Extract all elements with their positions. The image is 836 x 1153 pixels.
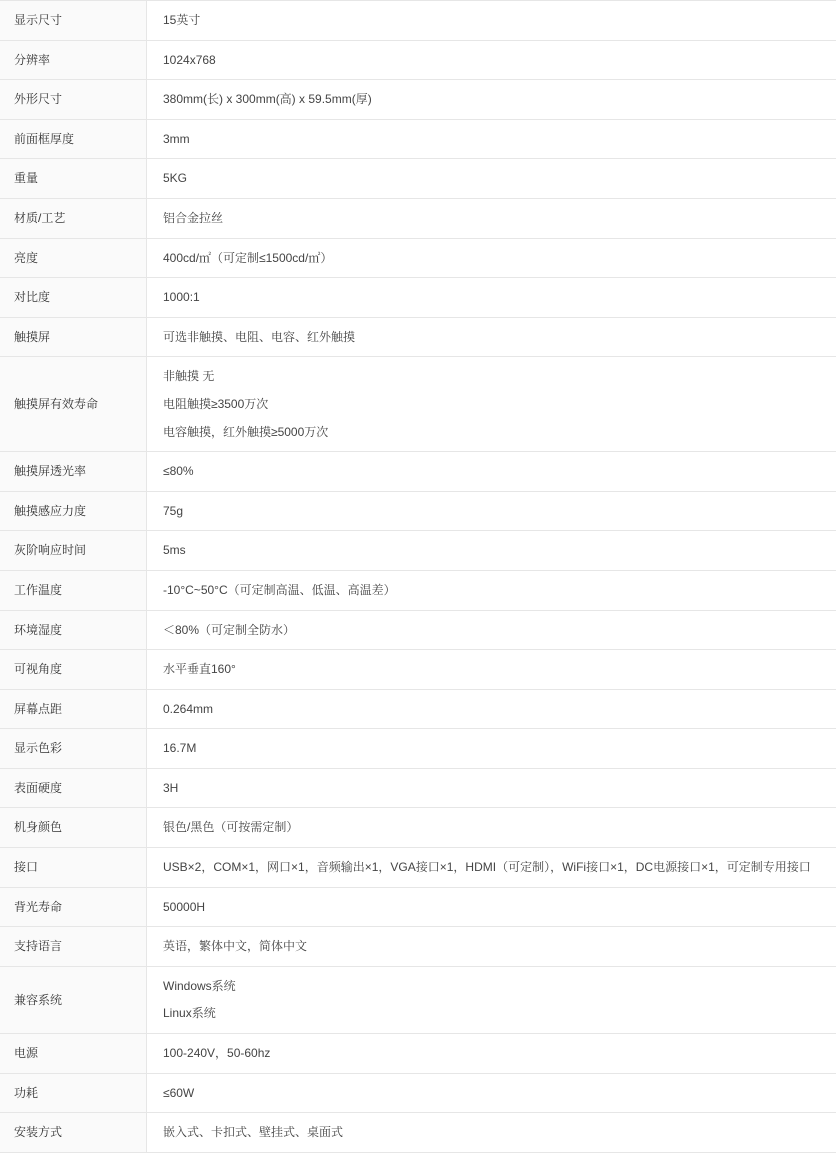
spec-label: 亮度 — [14, 249, 136, 268]
spec-value-line: 电阻触摸≥3500万次 — [163, 395, 836, 414]
spec-label-cell — [0, 40, 147, 80]
spec-label: 支持语言 — [14, 937, 136, 956]
spec-label: 环境湿度 — [14, 621, 136, 640]
spec-value-cell — [147, 452, 836, 492]
spec-value-cell — [147, 198, 836, 238]
spec-label: 前面框厚度 — [14, 130, 136, 149]
spec-value-line: 0.264mm — [163, 700, 836, 719]
spec-label-cell — [0, 452, 147, 492]
table-row — [0, 848, 836, 888]
spec-value-line: 银色/黑色（可按需定制） — [163, 818, 836, 837]
table-row — [0, 808, 836, 848]
spec-label-cell — [0, 1, 147, 41]
spec-label: 功耗 — [14, 1084, 136, 1103]
spec-value-line: 可选非触摸、电阻、电容、红外触摸 — [163, 328, 836, 347]
spec-label-cell — [0, 491, 147, 531]
spec-value-cell — [147, 768, 836, 808]
spec-value-cell — [147, 966, 836, 1033]
table-row — [0, 357, 836, 452]
spec-value-cell — [147, 40, 836, 80]
spec-label-cell — [0, 317, 147, 357]
spec-value-cell — [147, 531, 836, 571]
table-row — [0, 610, 836, 650]
spec-value-line: 380mm(长) x 300mm(高) x 59.5mm(厚) — [163, 90, 836, 109]
spec-label-cell — [0, 198, 147, 238]
spec-value-line: 英语，繁体中文，简体中文 — [163, 937, 836, 956]
table-row — [0, 966, 836, 1033]
spec-label: 外形尺寸 — [14, 90, 136, 109]
spec-value-cell — [147, 80, 836, 120]
spec-label-cell — [0, 119, 147, 159]
table-row — [0, 159, 836, 199]
spec-label-cell — [0, 1034, 147, 1074]
spec-label: 机身颜色 — [14, 818, 136, 837]
spec-label-cell — [0, 357, 147, 452]
table-row — [0, 650, 836, 690]
spec-label: 可视角度 — [14, 660, 136, 679]
spec-label-cell — [0, 689, 147, 729]
table-row — [0, 729, 836, 769]
spec-value-line: ≤80% — [163, 462, 836, 481]
spec-value-line: 非触摸 无 — [163, 367, 836, 386]
spec-label-cell — [0, 729, 147, 769]
spec-value-line: 嵌入式、卡扣式、壁挂式、桌面式 — [163, 1123, 836, 1142]
spec-value-line: 电容触摸，红外触摸≥5000万次 — [163, 423, 836, 442]
spec-value-cell — [147, 650, 836, 690]
spec-value-cell — [147, 570, 836, 610]
spec-value-cell — [147, 808, 836, 848]
spec-label: 触摸屏 — [14, 328, 136, 347]
spec-value-line: ＜80%（可定制全防水） — [163, 621, 836, 640]
spec-value-line: 3H — [163, 779, 836, 798]
spec-label: 材质/工艺 — [14, 209, 136, 228]
table-row — [0, 198, 836, 238]
table-row — [0, 40, 836, 80]
spec-label-cell — [0, 238, 147, 278]
spec-label-cell — [0, 808, 147, 848]
spec-label-cell — [0, 159, 147, 199]
spec-value-line: Windows系统 — [163, 977, 836, 996]
spec-value-cell — [147, 1034, 836, 1074]
spec-label-cell — [0, 80, 147, 120]
table-row — [0, 570, 836, 610]
specification-table-body — [0, 1, 836, 1153]
spec-label: 表面硬度 — [14, 779, 136, 798]
spec-value-line: 3mm — [163, 130, 836, 149]
spec-value-cell — [147, 1, 836, 41]
spec-label: 安装方式 — [14, 1123, 136, 1142]
spec-value-line: 1024x768 — [163, 51, 836, 70]
spec-label-cell — [0, 848, 147, 888]
spec-value-line: Linux系统 — [163, 1004, 836, 1023]
spec-label: 对比度 — [14, 288, 136, 307]
table-row — [0, 689, 836, 729]
spec-value-line: 50000H — [163, 898, 836, 917]
table-row — [0, 1, 836, 41]
spec-label: 电源 — [14, 1044, 136, 1063]
spec-value-cell — [147, 610, 836, 650]
spec-label-cell — [0, 768, 147, 808]
spec-value-cell — [147, 689, 836, 729]
spec-value-line: 5ms — [163, 541, 836, 560]
spec-value-cell — [147, 119, 836, 159]
spec-value-cell — [147, 357, 836, 452]
spec-value-line: 400cd/㎡（可定制≤1500cd/㎡） — [163, 249, 836, 268]
spec-label-cell — [0, 278, 147, 318]
spec-value-line: 5KG — [163, 169, 836, 188]
spec-label: 触摸屏透光率 — [14, 462, 136, 481]
spec-label: 灰阶响应时间 — [14, 541, 136, 560]
spec-value-line: 100-240V，50-60hz — [163, 1044, 836, 1063]
table-row — [0, 452, 836, 492]
table-row — [0, 238, 836, 278]
spec-label-cell — [0, 887, 147, 927]
table-row — [0, 927, 836, 967]
spec-value-cell — [147, 317, 836, 357]
table-row — [0, 531, 836, 571]
spec-label: 触摸屏有效寿命 — [14, 395, 136, 414]
spec-label: 工作温度 — [14, 581, 136, 600]
table-row — [0, 80, 836, 120]
spec-label: 接口 — [14, 858, 136, 877]
spec-label-cell — [0, 650, 147, 690]
table-row — [0, 768, 836, 808]
table-row — [0, 119, 836, 159]
spec-value-line: 铝合金拉丝 — [163, 209, 836, 228]
spec-value-cell — [147, 1113, 836, 1153]
spec-value-line: -10°C~50°C（可定制高温、低温、高温差） — [163, 581, 836, 600]
spec-value-line: USB×2，COM×1，网口×1，音频输出×1，VGA接口×1，HDMI（可定制），WiFi接口×1，DC电源接口×1，可定制专用接口 — [163, 858, 836, 877]
table-row — [0, 887, 836, 927]
table-row — [0, 1034, 836, 1074]
spec-label: 显示色彩 — [14, 739, 136, 758]
spec-label: 背光寿命 — [14, 898, 136, 917]
spec-label: 分辨率 — [14, 51, 136, 70]
spec-value-cell — [147, 159, 836, 199]
spec-label: 显示尺寸 — [14, 11, 136, 30]
spec-label-cell — [0, 570, 147, 610]
spec-value-cell — [147, 729, 836, 769]
table-row — [0, 317, 836, 357]
spec-value-cell — [147, 491, 836, 531]
spec-value-line: 16.7M — [163, 739, 836, 758]
spec-value-line: 1000:1 — [163, 288, 836, 307]
spec-label: 重量 — [14, 169, 136, 188]
spec-value-cell — [147, 238, 836, 278]
table-row — [0, 1113, 836, 1153]
spec-label-cell — [0, 1113, 147, 1153]
spec-value-line: ≤60W — [163, 1084, 836, 1103]
spec-value-cell — [147, 927, 836, 967]
table-row — [0, 491, 836, 531]
spec-value-line: 水平垂直160° — [163, 660, 836, 679]
spec-value-cell — [147, 278, 836, 318]
spec-label-cell — [0, 1073, 147, 1113]
spec-label-cell — [0, 966, 147, 1033]
spec-value-cell — [147, 848, 836, 888]
table-row — [0, 1073, 836, 1113]
spec-label: 屏幕点距 — [14, 700, 136, 719]
spec-label: 兼容系统 — [14, 991, 136, 1010]
spec-label: 触摸感应力度 — [14, 502, 136, 521]
spec-label-cell — [0, 610, 147, 650]
spec-label-cell — [0, 531, 147, 571]
table-row — [0, 278, 836, 318]
spec-value-line: 15英寸 — [163, 11, 836, 30]
spec-label-cell — [0, 927, 147, 967]
spec-value-cell — [147, 1073, 836, 1113]
spec-value-cell — [147, 887, 836, 927]
spec-value-line: 75g — [163, 502, 836, 521]
